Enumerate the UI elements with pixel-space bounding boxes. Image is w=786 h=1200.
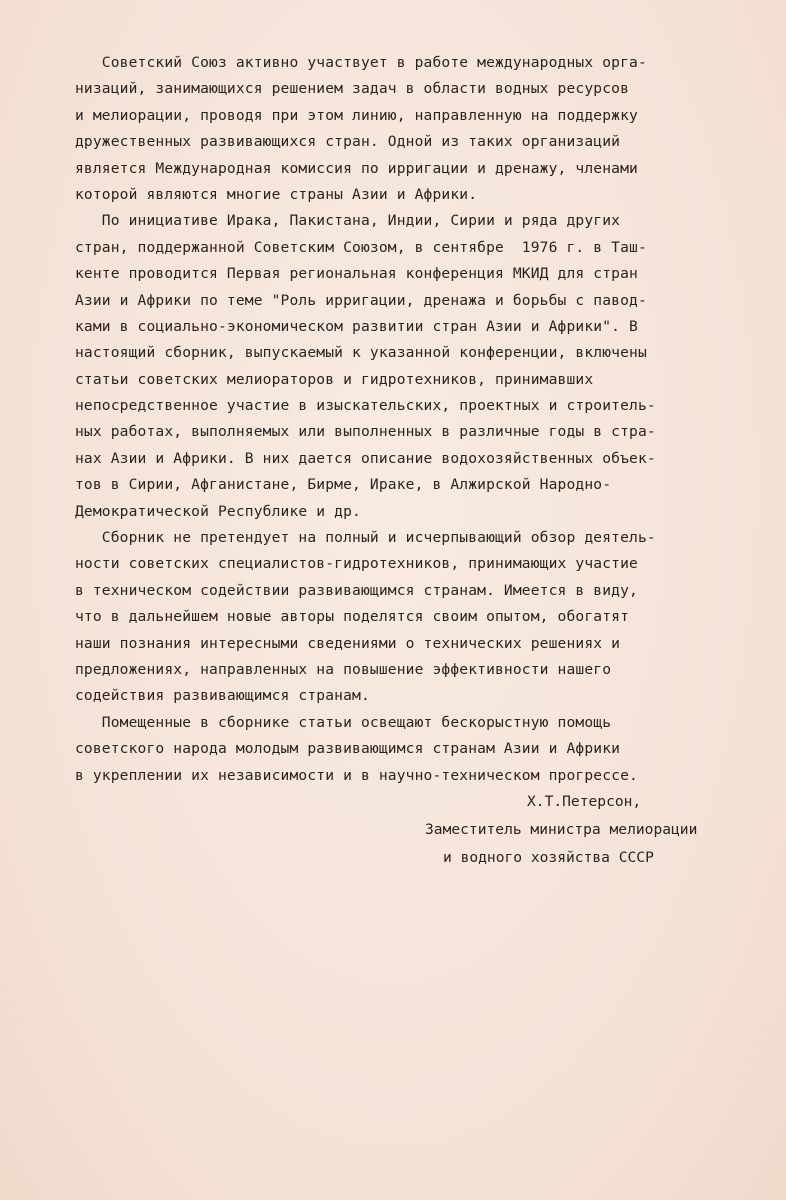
text-line: Азии и Африки по теме "Роль ирригации, дренажа и борьбы с павод- [75,291,647,309]
text-line: в укреплении их независимости и в научно-техническом прогрессе. [75,766,638,784]
text-line: статьи советских мелиораторов и гидротехников, принимавших [75,370,594,388]
text-line: ками в социально-экономическом развитии стран Азии и Африки". В [75,317,638,335]
text-line: которой являются многие страны Азии и Африки. [75,185,478,203]
text-line: содействия развивающимся странам. [75,687,370,705]
text-line: наши познания интересными сведениями о технических решениях и [75,634,621,652]
body-text [75,50,775,789]
text-line: стран, поддержанной Советским Союзом, в сентябре 1976 г. в Таш- [75,238,647,256]
text-line: кенте проводится Первая региональная конференция МКИД для стран [75,265,638,283]
text-line: ных работах, выполняемых или выполненных в различные годы в стра- [75,423,656,441]
text-line: низаций, занимающихся решением задач в области водных ресурсов [75,80,630,98]
text-line: ности советских специалистов-гидротехников, принимающих участие [75,555,638,573]
paragraph-4 [75,710,775,789]
text-line: непосредственное участие в изыскательских, проектных и строитель- [75,397,656,415]
text-line: Демократической Республике и др. [75,502,361,520]
text-line: Сборник не претендует на полный и исчерпывающий обзор деятель- [75,529,656,547]
text-line: настоящий сборник, выпускаемый к указанной конференции, включены [75,344,647,362]
text-line: тов в Сирии, Афганистане, Бирме, Ираке, в Алжирской Народно- [75,476,612,494]
paragraph-3 [75,525,775,710]
text-line: что в дальнейшем новые авторы поделятся своим опытом, обогатят [75,608,630,626]
text-line: в техническом содействии развивающимся странам. Имеется в виду, [75,581,638,599]
text-line: предложениях, направленных на повышение эффективности нашего [75,660,612,678]
text-line: Помещенные в сборнике статьи освещают бескорыстную помощь [75,713,612,731]
text-line: нах Азии и Африки. В них дается описание водохозяйственных объек- [75,449,656,467]
text-line: советского народа молодым развивающимся странам Азии и Африки [75,740,621,758]
text-line: и мелиорации, проводя при этом линию, направленную на поддержку [75,106,638,124]
text-line: По инициативе Ирака, Пакистана, Индии, Сирии и ряда других [75,212,621,230]
text-line: дружественных развивающихся стран. Одной из таких организаций [75,133,621,151]
text-line: является Международная комиссия по ирригации и дренажу, членами [75,159,638,177]
signatory-name: Х.Т.Петерсон, [527,793,642,810]
paragraph-1 [75,50,775,208]
signatory-title: Заместитель министра мелиорации [425,821,698,838]
signatory-title: и водного хозяйства СССР [443,849,654,866]
paragraph-2 [75,208,775,525]
text-line: Советский Союз активно участвует в работе международных орга- [75,54,647,71]
